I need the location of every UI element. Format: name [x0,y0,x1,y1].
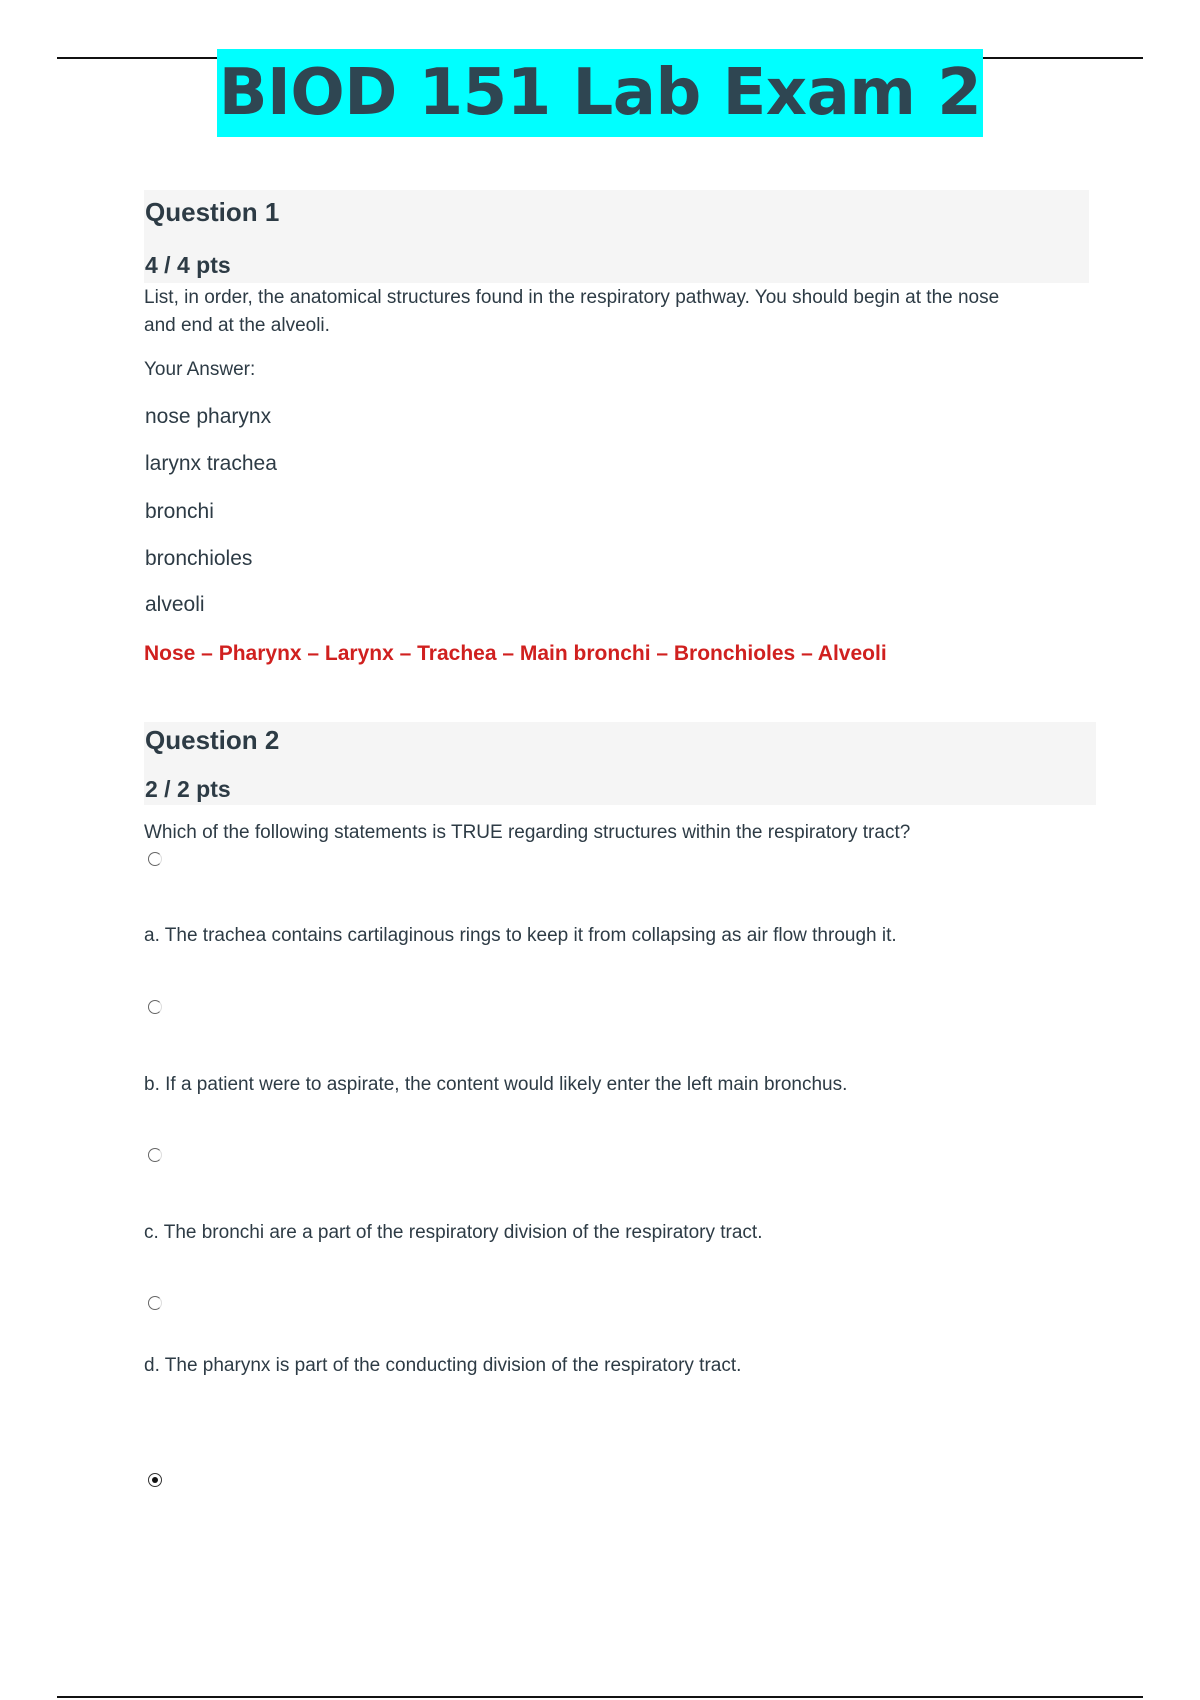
option-b-text: b. If a patient were to aspirate, the content would likely enter the left main bronchus. [144,1074,848,1095]
question-1-title: Question 1 [145,197,280,227]
answer-line: larynx trachea [145,452,277,475]
answer-line: bronchi [145,500,214,523]
correct-answer: Nose – Pharynx – Larynx – Trachea – Main bronchi – Bronchioles – Alveoli [144,642,887,665]
question-2-prompt: Which of the following statements is TRUE regarding structures within the respiratory tract? [144,822,911,843]
selected-radio[interactable] [148,1473,162,1487]
question-1-prompt-line-1: List, in order, the anatomical structures found in the respiratory pathway. You should begin at the nose [144,287,1000,308]
option-a-radio[interactable] [148,852,162,866]
title-container [0,49,1200,137]
your-answer-label: Your Answer: [144,359,256,380]
bottom-rule [57,1696,1143,1698]
question-2-title: Question 2 [145,725,280,755]
answer-line: nose pharynx [145,405,272,428]
question-1-prompt-line-2: and end at the alveoli. [144,315,330,336]
option-a-text: a. The trachea contains cartilaginous rings to keep it from collapsing as air flow through it. [144,925,897,946]
question-2-points: 2 / 2 pts [145,776,231,802]
document-title: BIOD 151 Lab Exam 2 [217,49,984,137]
option-d-radio[interactable] [148,1296,162,1310]
option-c-text: c. The bronchi are a part of the respiratory division of the respiratory tract. [144,1222,763,1243]
option-d-text: d. The pharynx is part of the conducting division of the respiratory tract. [144,1355,742,1376]
question-1-points: 4 / 4 pts [145,252,231,278]
answer-line: alveoli [145,593,205,616]
question-1-header [144,190,1089,283]
option-c-radio[interactable] [148,1148,162,1162]
question-2-header [144,722,1096,805]
answer-line: bronchioles [145,547,253,570]
option-b-radio[interactable] [148,1000,162,1014]
